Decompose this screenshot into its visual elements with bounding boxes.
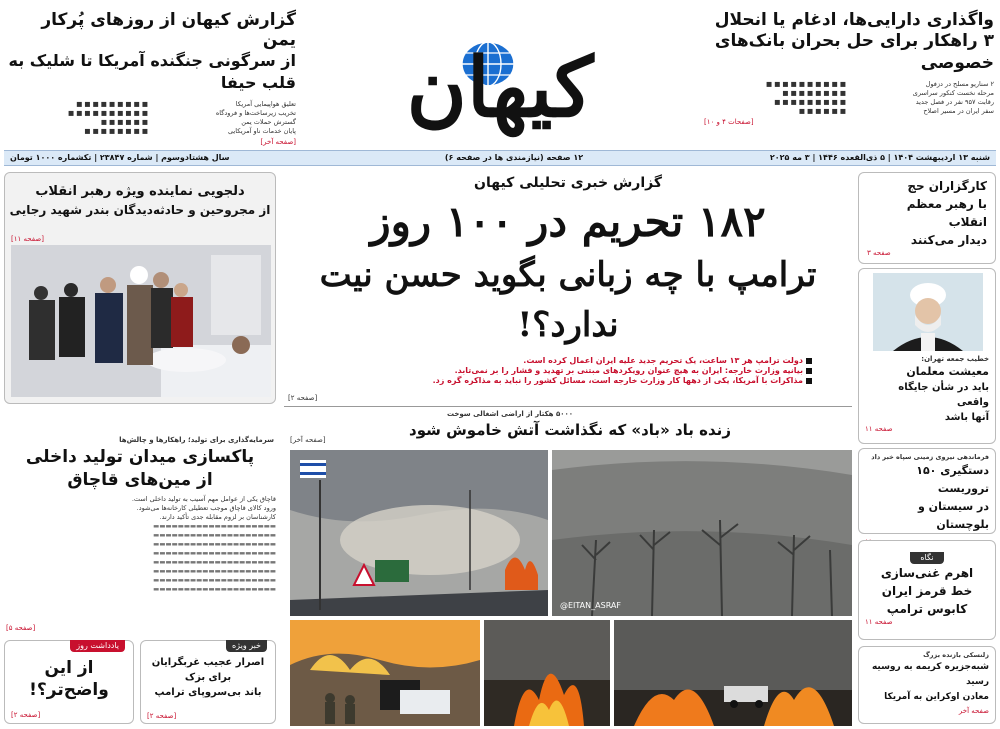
fire-photo-burned-forest [552,450,852,616]
left-top-page[interactable]: [صفحه آخر] [260,138,296,146]
lead-headline1: ۱۸۲ تحریم در ۱۰۰ روز [370,197,766,246]
fire-photo-firetruck [614,620,852,726]
hajj-page[interactable]: صفحه ۳ [867,249,891,257]
special-news-title3: باند بی‌سروپای ترامپ [154,687,262,698]
lead-bullet: بیانیه وزارت خارجه: ایران به هیچ عنوان رویکردهای مبتنی بر تهدید و فشار را بر نمی‌تابد. [454,366,803,375]
fire-page[interactable]: [صفحه آخر] [290,436,326,444]
editorial-tag: یادداشت روز [70,640,125,652]
special-news-tag: خبر ویژه [226,640,267,652]
hajj-title3: دیدار می‌کنند [910,233,987,247]
lead-story [284,172,852,410]
editorial-page[interactable]: [صفحه ۲] [11,711,41,719]
dateline-pages: ۱۲ صفحه (نیازمندی ها در صفحه ۶) [444,153,584,162]
crimea-title1: شبه‌جزیره کریمه به روسیه رسید [871,662,989,687]
left-mid-text: قاچاق یکی از عوامل مهم آسیب به تولید داخلی است. [131,495,276,503]
bullet-square [806,378,812,384]
hajj-title2: با رهبر معظم انقلاب [906,197,987,229]
dateline-issue: سال هشتادوسوم | شماره ۲۳۸۴۷ | تکشماره ۱۰۰۰ تومان [10,153,230,162]
left-news-title2: از مجروحین و حادثه‌دیدگان بندر شهید رجایی [9,203,271,217]
left-mid-kicker: سرمایه‌گذاری برای تولید؛ راهکارها و چالش‌ها [119,436,274,444]
crimea-page[interactable]: صفحه آخر [958,707,989,715]
left-top-box [4,172,276,404]
enrichment-title2: خط قرمز ایران [881,584,973,598]
fire-photo-flames [484,620,610,726]
hajj-title1: کارگزاران حج [907,179,987,193]
fire-headline: زنده باد «باد» که نگذاشت آتش خاموش شود [409,421,731,439]
left-top-bullet: پایان خدمات ناو آمریکایی [228,127,296,135]
special-news-page[interactable]: [صفحه ۲] [147,712,177,720]
photo-credit: @EITAN_ASRAF [560,601,621,610]
lead-bullet: دولت ترامپ هر ۱۳ ساعت، یک تحریم جدید علیه ایران اعمال کرده است. [523,356,803,365]
right-top-story: واگذاری دارایی‌ها، ادغام یا انحلال ۳ راهکار برای حل بحران بانک‌های خصوصی ۲ سناریو مسلح در دزفول مرحله نخست کنکور سراسری رقابت ۹۵۷ نفر در فصل جدید سفر ایران در مسیر اصلاح ■ ■ ■ ■ ■ ■ ■ ■ ■ ■ ■ ■ ■ ■ ■ ■ ■ ■ ■ ■ ■ ■ ■ ■ ■ ■ ■ ■ ■ ■ ■ ■ ■ [صفحات ۴ و ۱۰] [704,10,994,126]
cleric-photo [873,273,983,351]
editorial-title2: واضح‌تر؟! [29,680,109,700]
enrichment-box [858,540,996,640]
enrichment-title1: اهرم غنی‌سازی [880,566,974,580]
teachers-kicker: خطیب جمعه تهران: [921,355,989,363]
right-top-bullet: مرحله نخست کنکور سراسری [912,89,994,97]
crimea-title2: معادن اوکراین به آمریکا [884,692,989,702]
right-top-bullet: ۲ سناریو مسلح در دزفول [925,80,994,88]
teachers-title3: آنها باشد [944,412,989,423]
left-top-title2: از سرگونی جنگنده آمریکا تا شلیک به قلب حیفا [8,51,296,92]
fire-kicker: ۵۰۰۰ هکتار از اراضی اشغالی سوخت [446,410,574,418]
right-top-page[interactable]: [صفحات ۴ و ۱۰] [704,118,754,126]
fire-photo-highway [290,450,548,616]
left-mid-page[interactable]: [صفحه ۵] [6,624,36,632]
left-top-bullet: تخریب زیرساخت‌ها و فرودگاه [215,109,296,117]
left-top-bullet: گسترش حملات یمن [241,118,296,126]
dateline-bar [4,150,996,166]
left-mid-title1: پاکسازی میدان تولید داخلی [25,447,255,467]
fire-photo-soldiers [290,620,480,726]
lead-bullet: مذاکرات با آمریکا، یکی از دهها کار وزارت خارجه است، مسائل کشور را نباید به مذاکره گره زد. [432,376,803,385]
left-news-page[interactable]: [صفحه ۱۱] [11,235,44,243]
terrorists-title2: در سیستان و بلوچستان [918,500,989,531]
left-top-title1: گزارش کیهان از روزهای پُرکار یمن [41,10,296,50]
dateline-date: شنبه ۱۳ اردیبهشت ۱۴۰۴ | ۵ ذی‌القعده ۱۴۴۶ | ۳ مه ۲۰۲۵ [769,153,990,162]
left-mid-text: ورود کالای قاچاق موجب تعطیلی کارخانه‌ها می‌شود. [136,504,276,512]
left-mid-text: کارشناسان بر لزوم مقابله جدی تأکید دارند. [159,513,276,521]
crimea-kicker: زلنسکی بازنده بزرگ [923,651,989,659]
right-top-title1: واگذاری دارایی‌ها، ادغام یا انحلال [714,10,994,30]
lead-kicker: گزارش خبری تحلیلی کیهان [474,175,662,191]
left-top-bullet: تعلیق هواپیمایی آمریکا [235,100,296,108]
terrorists-box [858,448,996,534]
editorial-box [4,640,134,724]
left-news-title1: دلجویی نماینده ویژه رهبر انقلاب [35,184,245,199]
crimea-box [858,646,996,724]
logo [350,8,650,148]
bullet-square [806,358,812,364]
lead-page[interactable]: [صفحه ۲] [288,394,318,402]
logo-text: کیهان [406,40,594,136]
hajj-box [858,172,996,264]
bullet-square [806,368,812,374]
teachers-title1: معیشت معلمان [906,365,989,378]
special-news-box [140,640,276,724]
right-top-bullet: رقابت ۹۵۷ نفر در فصل جدید [915,98,994,106]
enrichment-page[interactable]: صفحه ۱۱ [865,618,893,626]
editorial-title1: از این [44,658,94,678]
teachers-page[interactable]: صفحه ۱۱ [865,425,893,433]
enrichment-tag: نگاه [910,552,943,564]
right-top-bullet: سفر ایران در مسیر اصلاح [923,107,994,115]
lead-headline2: ترامپ با چه زبانی بگوید حسن نیت ندارد؟! [319,255,817,345]
left-mid-story: سرمایه‌گذاری برای تولید؛ راهکارها و چالش‌ها پاکسازی میدان تولید داخلی از مین‌های قاچاق قاچاق یکی از عوامل مهم آسیب به تولید داخلی است. ورود کالای قاچاق موجب تعطیلی کارخانه‌ها می‌شود. کارشناسان بر لزوم مقابله جدی تأکید دارند. ▬▬▬▬▬▬▬▬▬▬▬▬▬▬▬▬▬▬▬▬ ▬▬▬▬▬▬▬▬▬▬▬▬▬▬▬▬▬▬▬▬ ▬▬▬▬▬▬▬▬▬▬▬▬▬▬▬▬▬▬▬▬ ▬▬▬▬▬▬▬▬▬▬▬▬▬▬▬▬▬▬▬▬ ▬▬▬▬▬▬▬▬▬▬▬▬▬▬▬▬▬▬▬▬ ▬▬▬▬▬▬▬▬▬▬▬▬▬▬▬▬▬▬▬▬ ▬▬▬▬▬▬▬▬▬▬▬▬▬▬▬▬▬▬▬▬ ▬▬▬▬▬▬▬▬▬▬▬▬▬▬▬▬▬▬▬▬ [صفحه ۵] [6,436,276,632]
special-news-title1: اصرار عجیب غربگرایان [151,657,265,668]
hospital-photo [11,245,271,397]
teachers-title2: باید در شأن جایگاه واقعی [898,382,989,408]
fire-story [288,410,852,726]
right-top-title2: ۳ راهکار برای حل بحران بانک‌های خصوصی [714,31,994,73]
enrichment-title3: کابوس ترامپ [886,602,968,616]
special-news-title2: برای بزک [184,672,232,683]
left-mid-title2: از مین‌های قاچاق [67,470,213,490]
left-top-story: گزارش کیهان از روزهای پُرکار یمن از سرگونی جنگنده آمریکا تا شلیک به قلب حیفا تعلیق هواپیمایی آمریکا تخریب زیرساخت‌ها و فرودگاه گسترش حملات یمن پایان خدمات ناو آمریکایی ■ ■ ■ ■ ■ ■ ■ ■ ■ ■ ■ ■ ■ ■ ■ ■ ■ ■ ■ ■ ■ ■ ■ ■ ■ ■ ■ ■ ■ ■ ■ ■ ■ [صفحه آخر] [6,10,296,146]
teachers-box [858,268,996,444]
terrorists-title1: دستگیری ۱۵۰ تروریست [916,464,989,495]
terrorists-kicker: فرماندهی نیروی زمینی سپاه خبر داد [871,453,989,461]
masthead [0,0,1000,150]
